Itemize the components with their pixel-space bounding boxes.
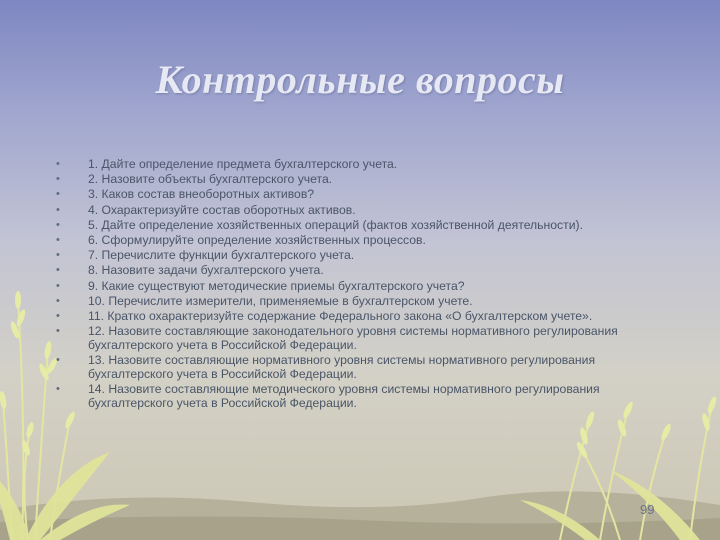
question-text: 1. Дайте определение предмета бухгалтерского учета. [88,157,398,171]
questions-list [56,157,666,412]
question-text: 3. Каков состав внеоборотных активов? [88,187,315,202]
page-number: 99 [640,502,655,517]
bullet-icon: • [56,264,60,277]
list-item [56,187,666,201]
bullet-icon: • [56,218,60,231]
slide-title: Контрольные вопросы [155,57,565,102]
bullet-icon: • [56,354,60,367]
list-item [56,218,666,232]
list-item [56,203,666,217]
question-text: 7. Перечислите функции бухгалтерского учета. [88,248,355,263]
list-item [56,172,666,186]
list-item [56,263,666,277]
bullet-icon: • [56,325,60,338]
bullet-icon: • [56,279,60,292]
bullet-icon: • [56,383,60,396]
question-text: 8. Назовите задачи бухгалтерского учета. [88,263,324,278]
list-item [56,353,666,381]
question-text: 10. Перечислите измерители, применяемые в бухгалтерском учете. [88,293,473,308]
bullet-icon: • [56,233,60,246]
bullet-icon: • [56,294,60,307]
bullet-icon: • [56,309,60,322]
bullet-icon: • [56,203,60,216]
list-item [56,324,666,352]
question-text: 4. Охарактеризуйте состав оборотных активов. [88,202,356,217]
bullet-icon: • [56,158,60,170]
list-item [56,157,666,171]
list-item [56,309,666,323]
list-item [56,248,666,262]
question-text: 11. Кратко охарактеризуйте содержание Федерального закона «О бухгалтерском учете». [88,308,593,323]
list-item [56,382,666,410]
bullet-icon: • [56,188,60,201]
bullet-icon: • [56,173,60,186]
question-text: 14. Назовите составляющие методического уровня системы нормативного регулирования бухгалтерского учета в Российской Федерации. [88,382,600,411]
question-text: 5. Дайте определение хозяйственных операций (фактов хозяйственной деятельности). [88,217,583,232]
question-text: 2. Назовите объекты бухгалтерского учета. [88,172,333,187]
question-text: 12. Назовите составляющие законодательного уровня системы нормативного регулирования бухгалтерского учета в Российской Федерации. [88,324,618,353]
list-item [56,279,666,293]
list-item [56,233,666,247]
question-text: 9. Какие существуют методические приемы бухгалтерского учета? [88,278,465,293]
bullet-icon: • [56,249,60,262]
question-text: 13. Назовите составляющие нормативного уровня системы нормативного регулирования бухгалтерского учета в Российской Федерации. [88,353,596,382]
question-text: 6. Сформулируйте определение хозяйственных процессов. [88,232,426,247]
list-item [56,294,666,308]
